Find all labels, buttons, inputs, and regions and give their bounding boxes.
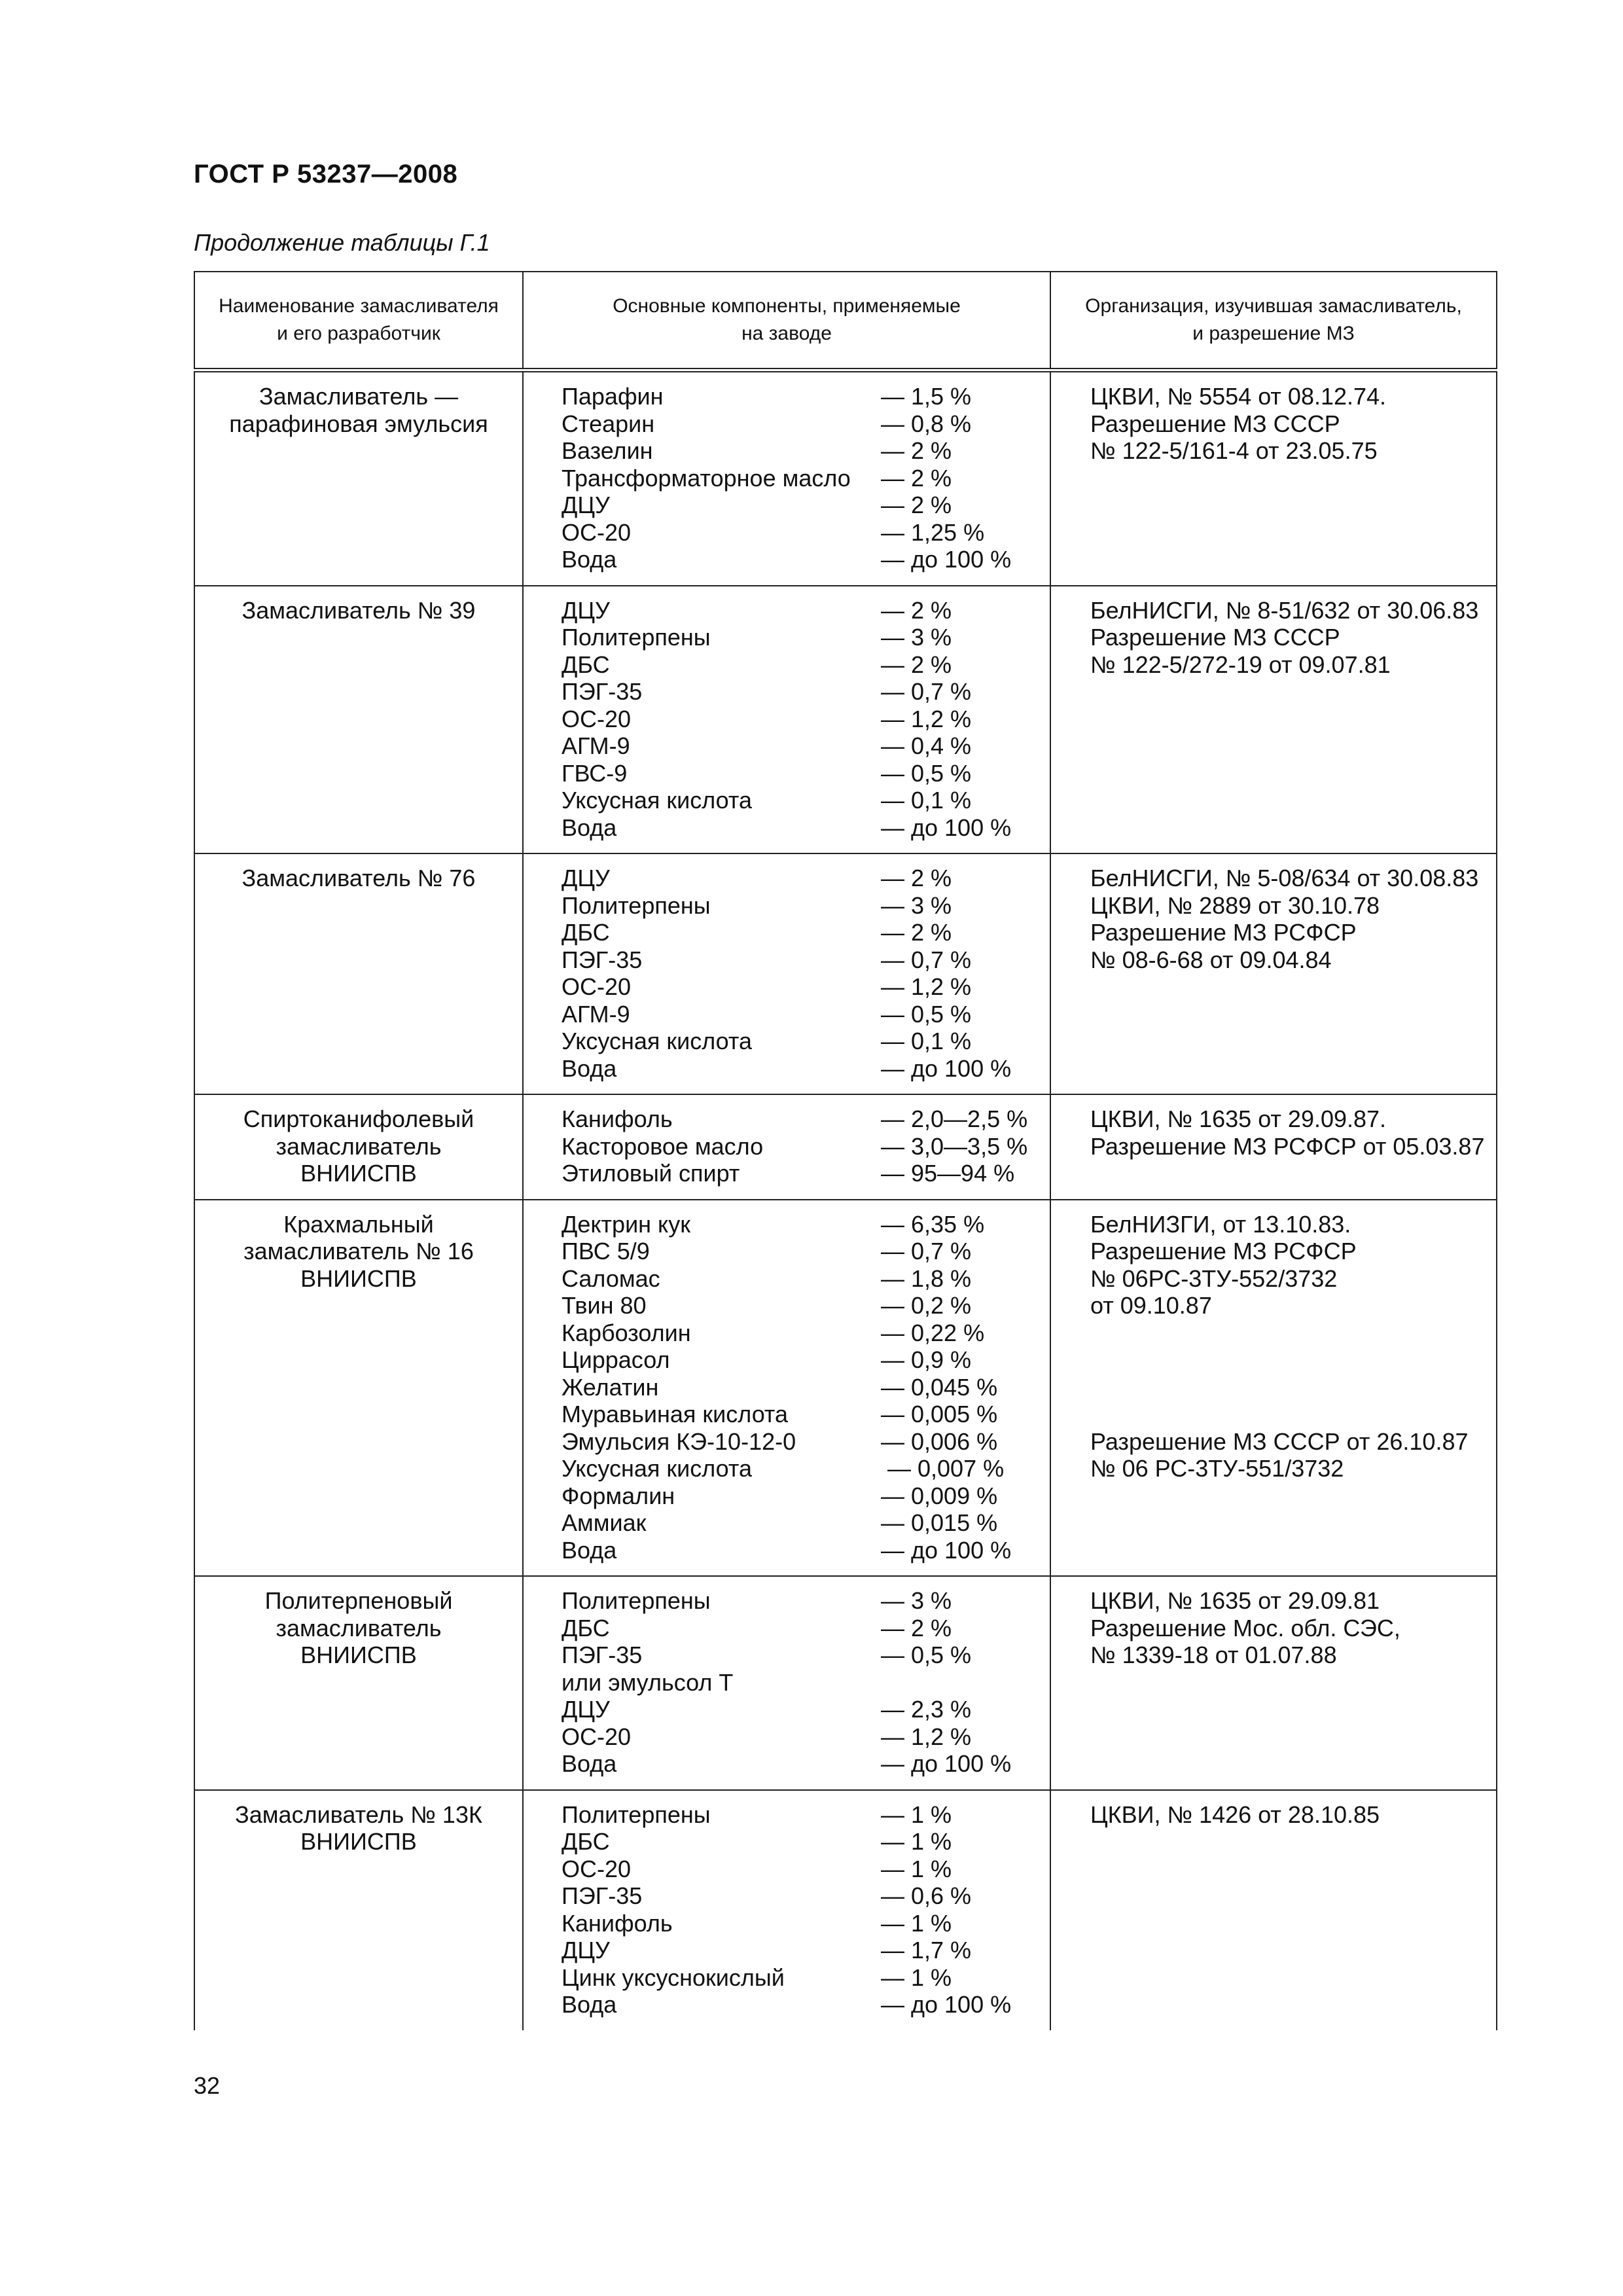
component-amount: — 1 % xyxy=(881,1855,952,1882)
component-name: ОС-20 xyxy=(562,705,632,732)
component-amount: — 1,8 % xyxy=(881,1265,972,1292)
component-name: Циррасол xyxy=(562,1346,670,1373)
organization-line: ЦКВИ, № 1635 от 29.09.81 xyxy=(1090,1587,1380,1614)
component-item xyxy=(562,437,1043,465)
component-amount: — до 100 % xyxy=(881,1054,1012,1082)
component-amount: — 1,25 % xyxy=(881,518,985,546)
component-item xyxy=(562,1937,1043,1964)
component-amount: — 0,8 % xyxy=(881,410,972,437)
component-item xyxy=(562,732,1043,760)
components-cell xyxy=(523,1200,1050,1577)
lubricant-name-line: Спиртоканифолевый xyxy=(243,1105,474,1132)
organization-line: № 122-5/161-4 от 23.05.75 xyxy=(1090,437,1378,464)
component-amount: — 0,5 % xyxy=(881,1641,972,1668)
organization-line: № 06 РС-3ТУ-551/3732 xyxy=(1090,1455,1344,1482)
organization-cell xyxy=(1050,1094,1497,1200)
component-name: ДБС xyxy=(562,651,610,678)
organization-line: № 1339-18 от 01.07.88 xyxy=(1090,1641,1337,1668)
table-row xyxy=(194,370,1497,586)
component-name: Уксусная кислота xyxy=(562,1455,753,1482)
lubricant-name-line: Крахмальный xyxy=(283,1210,434,1238)
component-name: ДЦУ xyxy=(562,865,610,891)
organization-line: ЦКВИ, № 5554 от 08.12.74. xyxy=(1090,383,1387,410)
component-name: ОС-20 xyxy=(562,973,632,1000)
component-item xyxy=(562,465,1043,492)
component-item xyxy=(562,519,1043,547)
component-amount: — 0,5 % xyxy=(881,1000,972,1028)
component-amount: — 1,5 % xyxy=(881,383,972,410)
lubricant-name-line: ВНИИСПВ xyxy=(300,1265,417,1292)
lubricant-name-cell xyxy=(194,586,523,854)
component-item xyxy=(562,1615,1043,1642)
components-cell xyxy=(523,1576,1050,1790)
component-item xyxy=(562,1105,1043,1133)
component-name: Этиловый спирт xyxy=(562,1160,740,1187)
component-item xyxy=(562,1211,1043,1238)
component-amount: — 0,7 % xyxy=(881,678,972,705)
component-amount: — 2 % xyxy=(881,651,952,678)
component-amount: — до 100 % xyxy=(881,1750,1012,1777)
document-id: ГОСТ Р 53237—2008 xyxy=(194,160,458,188)
component-name: Формалин xyxy=(562,1482,675,1509)
component-name: Саломас xyxy=(562,1265,660,1292)
component-amount: — 0,1 % xyxy=(881,1028,972,1054)
column-header-name xyxy=(194,272,523,370)
component-amount: — 6,35 % xyxy=(881,1210,985,1238)
component-item xyxy=(562,706,1043,733)
component-item xyxy=(562,865,1043,892)
component-amount: — 2 % xyxy=(881,919,952,946)
organization-cell xyxy=(1050,370,1497,586)
component-amount: — 2 % xyxy=(881,437,952,464)
component-name: Канифоль xyxy=(562,1909,673,1937)
component-item xyxy=(562,492,1043,519)
organization-line: Разрешение МЗ РСФСР от 05.03.87 xyxy=(1090,1132,1485,1160)
component-amount: — 0,009 % xyxy=(881,1482,998,1509)
components-cell xyxy=(523,1094,1050,1200)
component-item xyxy=(562,1401,1043,1428)
component-item xyxy=(562,1750,1043,1778)
lubricant-name-line: Замасливатель — xyxy=(259,383,459,410)
component-name: Карбозолин xyxy=(562,1319,691,1346)
component-amount: — 1,2 % xyxy=(881,973,972,1000)
component-amount: — 3 % xyxy=(881,624,952,651)
page-number: 32 xyxy=(194,2072,221,2099)
component-amount: — 0,5 % xyxy=(881,759,972,787)
lubricant-name-line: ВНИИСПВ xyxy=(300,1160,417,1187)
component-item xyxy=(562,1428,1043,1456)
lubricant-name-cell xyxy=(194,853,523,1094)
component-amount: — до 100 % xyxy=(881,1536,1012,1564)
component-item xyxy=(562,1587,1043,1615)
component-amount: — 0,2 % xyxy=(881,1292,972,1319)
lubricant-name-line: ВНИИСПВ xyxy=(300,1641,417,1668)
components-cell xyxy=(523,1790,1050,2030)
component-item xyxy=(562,1346,1043,1374)
component-amount: — 2,0—2,5 % xyxy=(881,1105,1028,1132)
component-item xyxy=(562,1319,1043,1347)
lubricant-name-line: замасливатель xyxy=(276,1614,442,1641)
component-amount: — 2 % xyxy=(881,492,952,518)
organization-cell xyxy=(1050,1200,1497,1577)
component-amount: — 2,3 % xyxy=(881,1696,972,1723)
component-name: Политерпены xyxy=(562,1587,711,1614)
component-name: Вода xyxy=(562,1054,617,1082)
component-name: ГВС-9 xyxy=(562,759,628,787)
component-item xyxy=(562,973,1043,1001)
organization-line: БелНИЗГИ, от 13.10.83. xyxy=(1090,1210,1351,1238)
organization-line: Разрешение МЗ СССР от 26.10.87 xyxy=(1090,1427,1469,1455)
table-row xyxy=(194,1790,1497,2030)
component-item xyxy=(562,1828,1043,1856)
component-amount: — 0,1 % xyxy=(881,787,972,814)
component-name: Политерпены xyxy=(562,891,711,919)
component-name: ПЭГ-35 xyxy=(562,1641,643,1668)
component-name: Канифоль xyxy=(562,1105,673,1132)
table-body xyxy=(194,370,1497,2030)
column-header-line: и разрешение МЗ xyxy=(1192,323,1355,344)
component-item xyxy=(562,1133,1043,1160)
component-item xyxy=(562,1055,1043,1083)
organization-line: ЦКВИ, № 2889 от 30.10.78 xyxy=(1090,891,1380,919)
component-amount: — 0,22 % xyxy=(881,1319,985,1346)
component-name: ПЭГ-35 xyxy=(562,678,643,705)
component-item xyxy=(562,814,1043,842)
component-item xyxy=(562,1801,1043,1829)
component-item xyxy=(562,1265,1043,1293)
components-cell xyxy=(523,853,1050,1094)
component-name: Касторовое масло xyxy=(562,1132,764,1160)
component-name: Желатин xyxy=(562,1373,659,1401)
component-item xyxy=(562,892,1043,920)
component-amount: — до 100 % xyxy=(881,1991,1012,2018)
component-item xyxy=(562,1669,1043,1696)
component-amount: — 2 % xyxy=(881,596,952,624)
component-item xyxy=(562,1160,1043,1187)
component-amount: — 1,7 % xyxy=(881,1937,972,1964)
lubricant-name-cell xyxy=(194,1200,523,1577)
column-header-components xyxy=(523,272,1050,370)
lubricant-name-cell xyxy=(194,1094,523,1200)
component-amount: — 0,9 % xyxy=(881,1346,972,1373)
lubricant-name-cell xyxy=(194,1576,523,1790)
components-cell xyxy=(523,586,1050,854)
component-name: Вода xyxy=(562,1991,617,2018)
component-item xyxy=(562,383,1043,410)
component-item xyxy=(562,1238,1043,1265)
component-name: АГМ-9 xyxy=(562,732,630,759)
component-name: ОС-20 xyxy=(562,1855,632,1882)
organization-line xyxy=(1090,1374,1492,1401)
organization-line xyxy=(1090,1401,1492,1428)
component-amount: — 3,0—3,5 % xyxy=(881,1132,1028,1160)
organization-line: Разрешение МЗ СССР xyxy=(1090,624,1340,651)
component-item xyxy=(562,787,1043,814)
component-amount: — 2 % xyxy=(881,464,952,492)
component-item xyxy=(562,1028,1043,1055)
lubricant-name-line: Замасливатель № 76 xyxy=(241,865,476,891)
organization-line: Разрешение МЗ РСФСР xyxy=(1090,1238,1357,1265)
column-header-line: и его разработчик xyxy=(277,323,440,344)
component-item xyxy=(562,1509,1043,1537)
component-item xyxy=(562,1537,1043,1564)
components-cell xyxy=(523,370,1050,586)
component-name: Твин 80 xyxy=(562,1292,647,1319)
component-item xyxy=(562,410,1043,438)
component-amount: — 2 % xyxy=(881,1614,952,1641)
component-amount: — 0,7 % xyxy=(881,946,972,973)
organization-line: Разрешение МЗ РСФСР xyxy=(1090,919,1357,946)
component-item xyxy=(562,1882,1043,1910)
component-item xyxy=(562,624,1043,651)
component-item xyxy=(562,1641,1043,1669)
component-amount: — 3 % xyxy=(881,1587,952,1614)
lubricant-name-line: парафиновая эмульсия xyxy=(229,410,488,437)
component-amount: — 0,015 % xyxy=(881,1509,998,1536)
organization-line: ЦКВИ, № 1426 от 28.10.85 xyxy=(1090,1801,1380,1828)
component-name: ДЦУ xyxy=(562,492,610,518)
component-amount: — 2 % xyxy=(881,865,952,891)
column-header-line: на заводе xyxy=(741,323,832,344)
component-name: ПЭГ-35 xyxy=(562,946,643,973)
component-name: Вода xyxy=(562,546,617,573)
component-item xyxy=(562,1964,1043,1992)
component-name: Уксусная кислота xyxy=(562,787,753,814)
component-name: Вода xyxy=(562,814,617,841)
component-amount: — 1 % xyxy=(881,1964,952,1991)
component-name: Политерпены xyxy=(562,1801,711,1828)
component-name: Вазелин xyxy=(562,437,653,464)
lubricant-name-cell xyxy=(194,1790,523,2030)
component-amount: — до 100 % xyxy=(881,814,1012,841)
organization-line: ЦКВИ, № 1635 от 29.09.87. xyxy=(1090,1105,1387,1132)
component-item xyxy=(562,1001,1043,1028)
column-header-organization xyxy=(1050,272,1497,370)
component-name: АГМ-9 xyxy=(562,1000,630,1028)
lubricant-table xyxy=(194,271,1497,2030)
component-name: ОС-20 xyxy=(562,518,632,546)
component-item xyxy=(562,1856,1043,1883)
component-amount: — 1,2 % xyxy=(881,705,972,732)
table-header-row xyxy=(194,272,1497,370)
component-item xyxy=(562,1991,1043,2018)
organization-line: № 122-5/272-19 от 09.07.81 xyxy=(1090,651,1391,678)
lubricant-name-line: Замасливатель № 13К xyxy=(235,1801,482,1828)
component-name: Вода xyxy=(562,1750,617,1777)
organization-cell xyxy=(1050,1576,1497,1790)
organization-line xyxy=(1090,1346,1492,1374)
component-name: Политерпены xyxy=(562,624,711,651)
table-row xyxy=(194,586,1497,854)
organization-line: № 08-6-68 от 09.04.84 xyxy=(1090,946,1332,973)
component-name: или эмульсол Т xyxy=(562,1668,734,1696)
component-name: Вода xyxy=(562,1536,617,1564)
component-name: Эмульсия КЭ-10-12-0 xyxy=(562,1427,796,1455)
component-name: ДЦУ xyxy=(562,1937,610,1964)
component-item xyxy=(562,651,1043,679)
component-amount: — 0,4 % xyxy=(881,732,972,759)
component-item xyxy=(562,760,1043,787)
lubricant-name-line: Политерпеновый xyxy=(264,1587,453,1614)
organization-line: БелНИСГИ, № 5-08/634 от 30.08.83 xyxy=(1090,865,1479,891)
component-item xyxy=(562,1910,1043,1937)
organization-line: БелНИСГИ, № 8-51/632 от 30.06.83 xyxy=(1090,596,1479,624)
component-name: ДБС xyxy=(562,1614,610,1641)
component-name: Муравьиная кислота xyxy=(562,1401,789,1427)
table-row xyxy=(194,1576,1497,1790)
component-name: ДЦУ xyxy=(562,596,610,624)
component-name: ДЦУ xyxy=(562,1696,610,1723)
component-amount: — 1,2 % xyxy=(881,1723,972,1750)
component-amount: — 1 % xyxy=(881,1801,952,1828)
component-item xyxy=(562,1723,1043,1751)
table-row xyxy=(194,1200,1497,1577)
organization-line: Разрешение Мос. обл. СЭС, xyxy=(1090,1614,1400,1641)
component-amount: — 0,005 % xyxy=(881,1401,998,1427)
table-row xyxy=(194,853,1497,1094)
component-amount: — 0,6 % xyxy=(881,1882,972,1909)
component-amount: — 0,7 % xyxy=(881,1238,972,1265)
organization-cell xyxy=(1050,586,1497,854)
component-name: ДБС xyxy=(562,1828,610,1855)
component-name: ПЭГ-35 xyxy=(562,1882,643,1909)
component-amount: — 0,006 % xyxy=(881,1427,998,1455)
component-item xyxy=(562,919,1043,946)
organization-cell xyxy=(1050,853,1497,1094)
component-item xyxy=(562,546,1043,573)
component-amount: — до 100 % xyxy=(881,546,1012,573)
column-header-line: Основные компоненты, применяемые xyxy=(613,295,961,317)
lubricant-name-cell xyxy=(194,370,523,586)
organization-line: № 06РС-3ТУ-552/3732 xyxy=(1090,1265,1338,1292)
component-item xyxy=(562,1696,1043,1723)
component-amount: — 3 % xyxy=(881,891,952,919)
component-item xyxy=(562,1374,1043,1401)
component-item xyxy=(562,1292,1043,1319)
component-amount: — 95—94 % xyxy=(881,1160,1015,1187)
component-name: Парафин xyxy=(562,383,664,410)
lubricant-name-line: замасливатель xyxy=(276,1132,442,1160)
component-amount: — 0,045 % xyxy=(881,1373,998,1401)
organization-line: Разрешение МЗ СССР xyxy=(1090,410,1340,437)
component-item xyxy=(562,597,1043,624)
organization-line: от 09.10.87 xyxy=(1090,1292,1212,1319)
table-row xyxy=(194,1094,1497,1200)
component-item xyxy=(562,1455,1043,1482)
component-amount: — 0,007 % xyxy=(881,1455,1005,1482)
component-name: Уксусная кислота xyxy=(562,1028,753,1054)
component-name: Дектрин кук xyxy=(562,1210,690,1238)
component-item xyxy=(562,678,1043,706)
table-continuation-caption: Продолжение таблицы Г.1 xyxy=(194,229,490,256)
component-name: Стеарин xyxy=(562,410,655,437)
organization-cell xyxy=(1050,1790,1497,2030)
component-item xyxy=(562,1482,1043,1510)
component-name: Трансформаторное масло xyxy=(562,464,851,492)
column-header-line: Организация, изучившая замасливатель, xyxy=(1085,295,1462,317)
component-name: ОС-20 xyxy=(562,1723,632,1750)
column-header-line: Наименование замасливателя xyxy=(219,295,499,317)
component-amount: — 1 % xyxy=(881,1909,952,1937)
component-name: ДБС xyxy=(562,919,610,946)
lubricant-name-line: Замасливатель № 39 xyxy=(241,596,476,624)
lubricant-name-line: замасливатель № 16 xyxy=(243,1238,474,1265)
component-amount: — 1 % xyxy=(881,1828,952,1855)
component-name: ПВС 5/9 xyxy=(562,1238,650,1265)
organization-line xyxy=(1090,1319,1492,1347)
component-name: Цинк уксуснокислый xyxy=(562,1964,785,1991)
lubricant-name-line: ВНИИСПВ xyxy=(300,1828,417,1855)
component-name: Аммиак xyxy=(562,1509,647,1536)
component-item xyxy=(562,946,1043,974)
